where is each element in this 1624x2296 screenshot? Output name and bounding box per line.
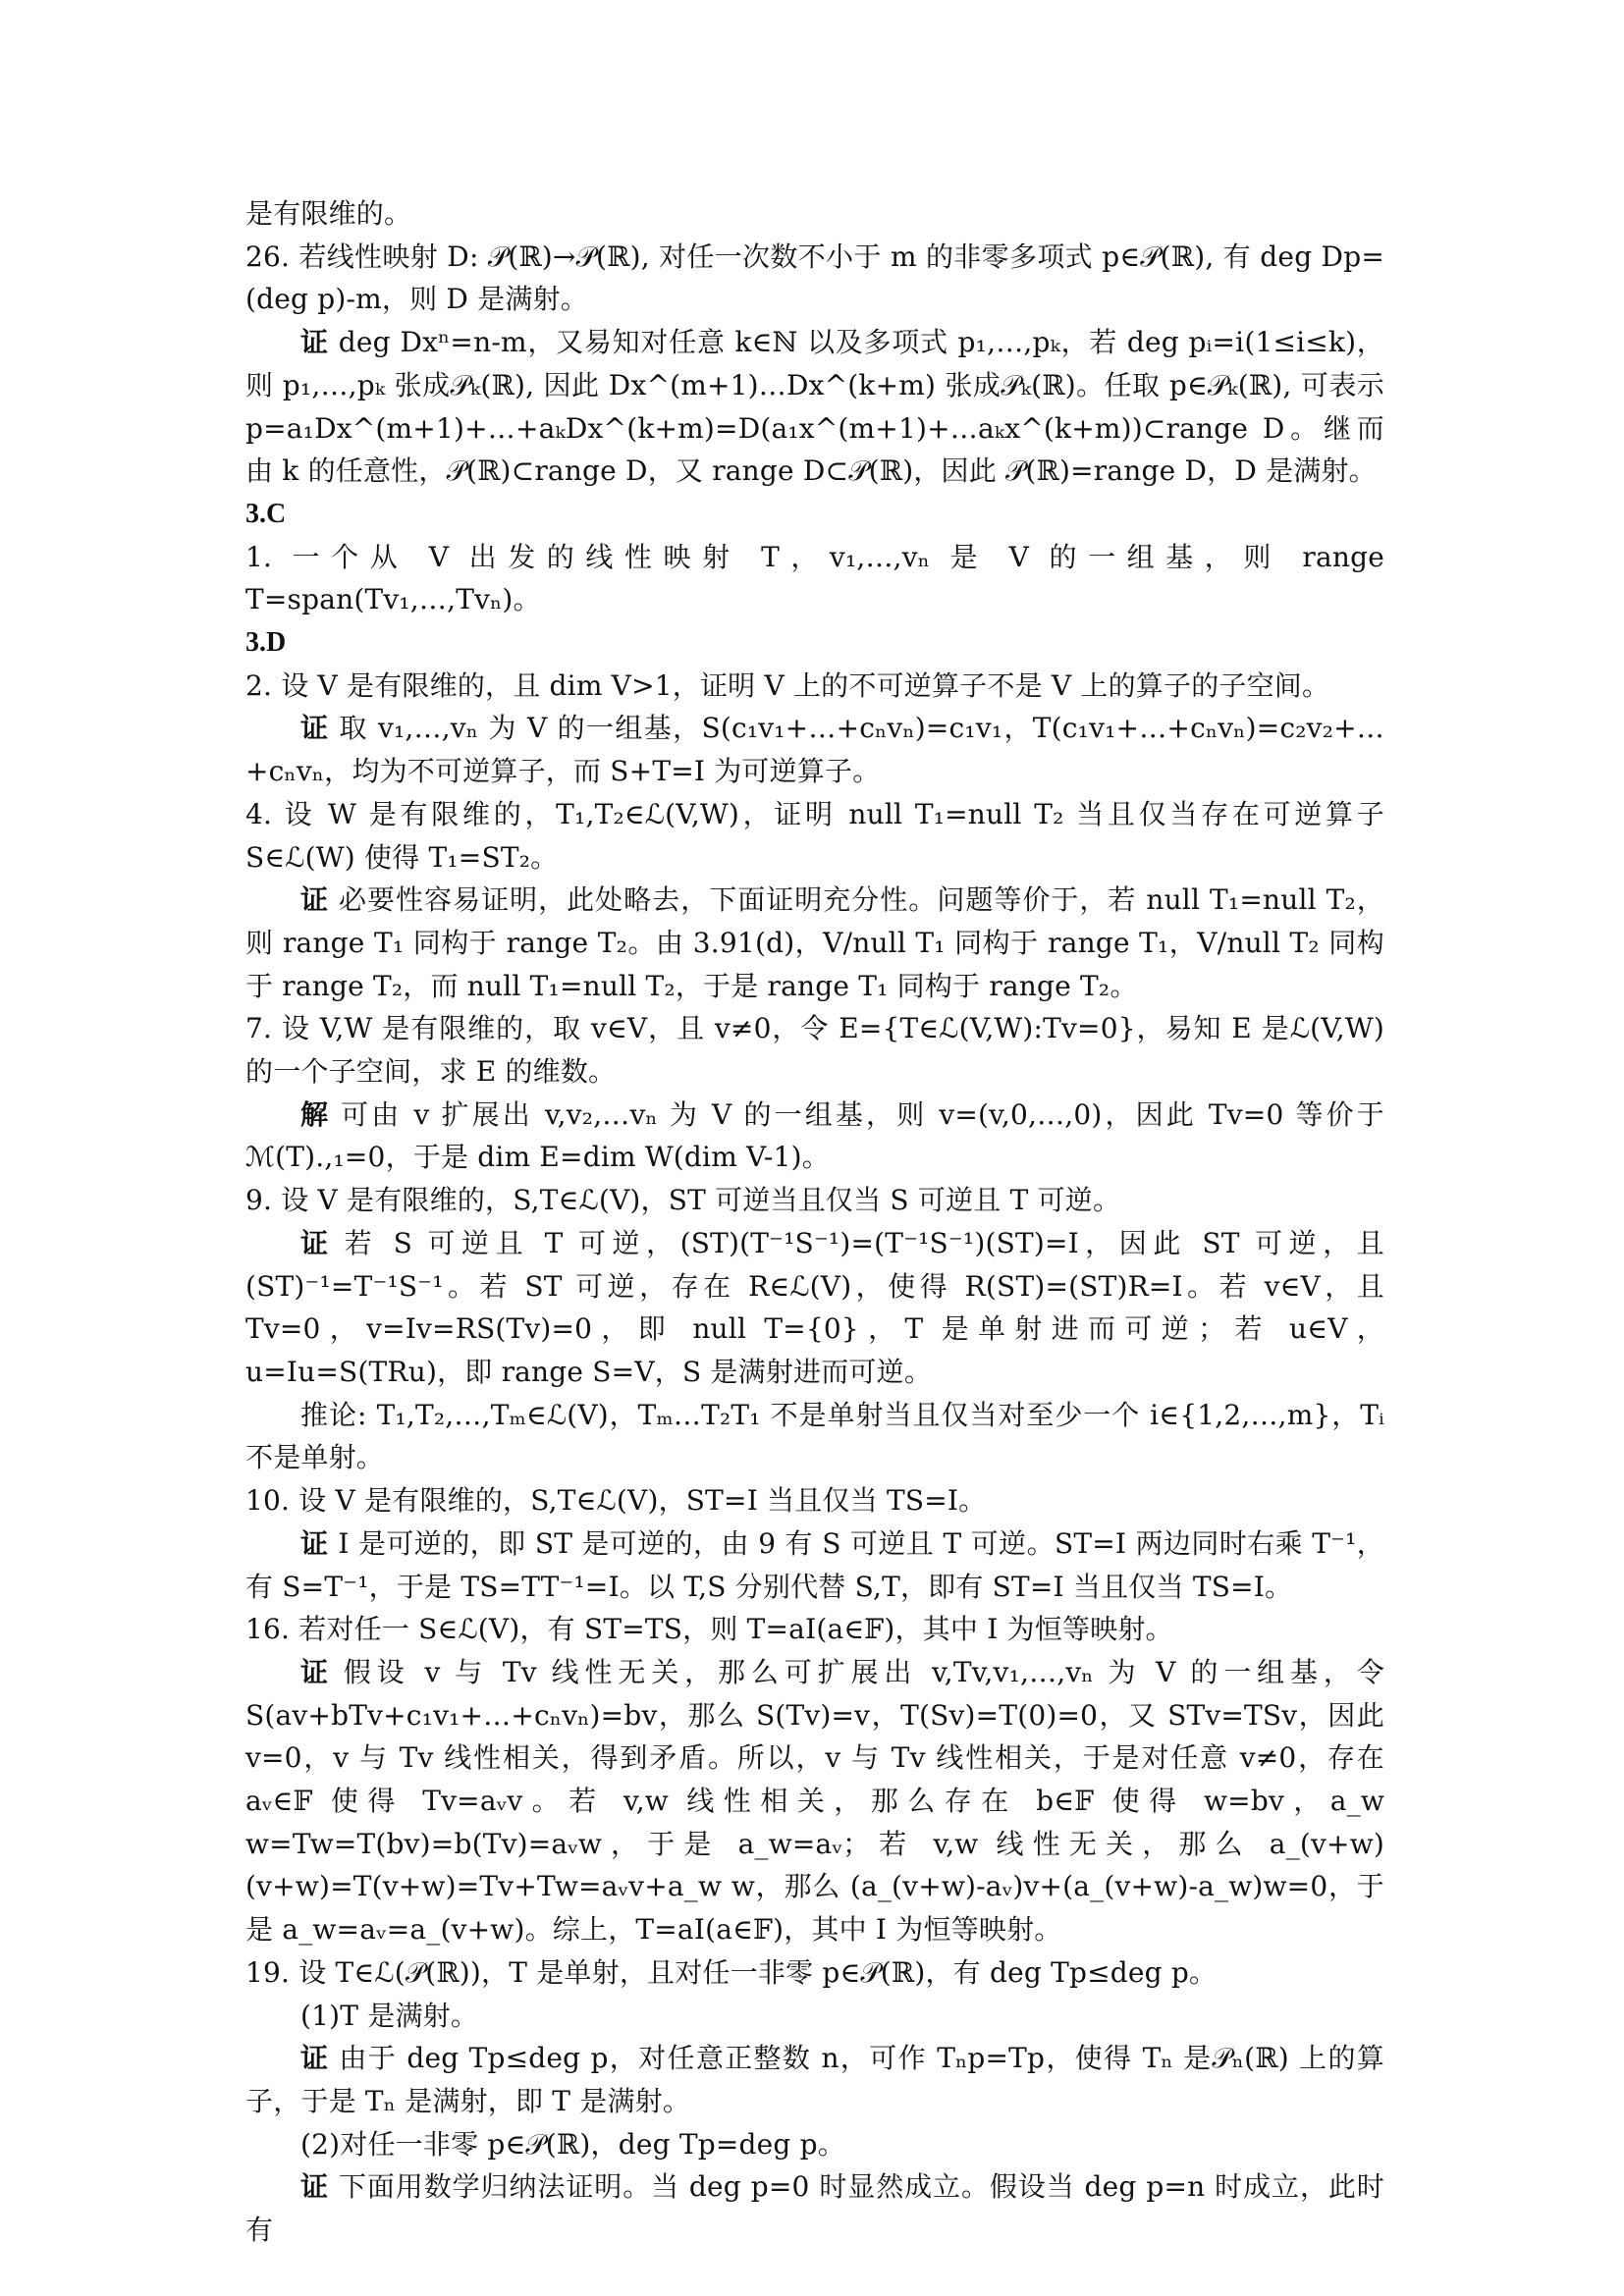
proof-keyword: 证: [300, 712, 330, 745]
document-body: [245, 192, 1384, 2252]
section-heading: 3.C: [245, 498, 287, 529]
statement-paragraph: 16. 若对任一 S∈ℒ(V)，有 ST=TS，则 T=aI(a∈𝔽)，其中 I 为恒等映射。: [245, 1613, 1173, 1646]
statement-paragraph: 26. 若线性映射 D: 𝒫(ℝ)→𝒫(ℝ), 对任一次数不小于 m 的非零多项式 p∈𝒫(ℝ), 有 deg Dp=(deg p)-m，则 D 是满射。: [245, 240, 1384, 316]
statement-paragraph: 7. 设 V,W 是有限维的，取 v∈V，且 v≠0，令 E={T∈ℒ(V,W):Tv=0}，易知 E 是ℒ(V,W) 的一个子空间，求 E 的维数。: [245, 1012, 1384, 1089]
proof-paragraph: [245, 879, 1384, 1007]
proof-paragraph: [245, 1394, 1384, 1479]
statement-paragraph: 2. 设 V 是有限维的，且 dim V>1，证明 V 上的不可逆算子不是 V 上的算子的子空间。: [245, 668, 1330, 702]
proof-paragraph: [245, 2165, 1384, 2251]
proof-paragraph: [245, 1222, 1384, 1394]
proof-text: T₁,T₂,…,Tₘ∈ℒ(V)，Tₘ…T₂T₁ 不是单射当且仅当对至少一个 i∈{1,2,…,m}，Tᵢ 不是单射。: [245, 1398, 1384, 1474]
section-heading: 3.D: [245, 627, 287, 659]
proof-text: 可由 v 扩展出 v,v₂,…vₙ 为 V 的一组基，则 v=(v,0,…,0)，因此 Tv=0 等价于ℳ(T).,₁=0，于是 dim E=dim W(dim V-1)。: [245, 1097, 1384, 1174]
proof-text: 必要性容易证明，此处略去，下面证明充分性。问题等价于，若 null T₁=null T₂，则 range T₁ 同构于 range T₂。由 3.91(d)，V/null T₁ 同构于 range T₁，V/null T₂ 同构于 range T₂，而 null T₁=null T₂，于是 range T₁ 同构于 range T₂。: [245, 883, 1384, 1002]
proof-paragraph: [245, 2037, 1384, 2122]
statement-paragraph: (2)对任一非零 p∈𝒫(ℝ)，deg Tp=deg p。: [300, 2127, 845, 2161]
proof-text: 取 v₁,…,vₙ 为 V 的一组基，S(c₁v₁+…+cₙvₙ)=c₁v₁，T(c₁v₁+…+cₙvₙ)=c₂v₂+…+cₙvₙ，均为不可逆算子，而 S+T=I 为可逆算子。: [245, 712, 1384, 788]
proof-keyword: 解: [300, 1097, 332, 1131]
proof-keyword: 证: [300, 1655, 334, 1688]
proof-text: 下面用数学归纳法证明。当 deg p=0 时显然成立。假设当 deg p=n 时成立，此时有: [245, 2170, 1385, 2247]
proof-text: 由于 deg Tp≤deg p，对任意正整数 n，可作 Tₙp=Tp，使得 Tₙ 是𝒫ₙ(ℝ) 上的算子，于是 Tₙ 是满射，即 T 是满射。: [245, 2042, 1384, 2117]
statement-paragraph: (1)T 是满射。: [300, 1999, 479, 2032]
proof-text: I 是可逆的，即 ST 是可逆的，由 9 有 S 可逆且 T 可逆。ST=I 两边同时右乘 T⁻¹，有 S=T⁻¹，于是 TS=TT⁻¹=I。以 T,S 分别代替 S,T，即有 ST=I 当且仅当 TS=I。: [245, 1526, 1384, 1603]
statement-paragraph: 1. 一个从 V 出发的线性映射 T，v₁,…,vₙ 是 V 的一组基，则 range T=span(Tv₁,…,Tvₙ)。: [245, 540, 1384, 616]
proof-text: deg Dxⁿ=n-m，又易知对任意 k∈ℕ 以及多项式 p₁,…,pₖ，若 deg pᵢ=i(1≤i≤k)，则 p₁,…,pₖ 张成𝒫ₖ(ℝ), 因此 Dx^(m+1)…Dx^(k+m) 张成𝒫ₖ(ℝ)。任取 p∈𝒫ₖ(ℝ), 可表示 p=a₁Dx^(m+1)+…+aₖDx^(k+m)=D(a₁x^(m+1)+…aₖx^(k+m))⊂range D。继而由 k 的任意性，𝒫(ℝ)⊂range D，又 range D⊂𝒫(ℝ)，因此 𝒫(ℝ)=range D，D 是满射。: [245, 326, 1384, 488]
proof-keyword: 证: [300, 1526, 329, 1560]
proof-paragraph: [245, 707, 1384, 792]
proof-paragraph: [245, 1651, 1384, 1951]
proof-keyword: 证: [300, 2042, 330, 2075]
statement-paragraph: 是有限维的。: [245, 197, 412, 230]
proof-keyword: 证: [300, 2170, 329, 2204]
proof-paragraph: [245, 1094, 1384, 1179]
proof-text: 若 S 可逆且 T 可逆，(ST)(T⁻¹S⁻¹)=(T⁻¹S⁻¹)(ST)=I，因此 ST 可逆，且(ST)⁻¹=T⁻¹S⁻¹。若 ST 可逆，存在 R∈ℒ(V)，使得 R(ST)=(ST)R=I。若 v∈V，且 Tv=0，v=Iv=RS(Tv)=0，即 null T={0}，T 是单射进而可逆；若 u∈V，u=Iu=S(TRu)，即 range S=V，S 是满射进而可逆。: [245, 1226, 1385, 1388]
statement-paragraph: 4. 设 W 是有限维的，T₁,T₂∈ℒ(V,W)，证明 null T₁=null T₂ 当且仅当存在可逆算子 S∈ℒ(W) 使得 T₁=ST₂。: [245, 797, 1384, 874]
statement-paragraph: 9. 设 V 是有限维的，S,T∈ℒ(V)，ST 可逆当且仅当 S 可逆且 T 可逆。: [245, 1184, 1121, 1217]
proof-text: 假设 v 与 Tv 线性无关，那么可扩展出 v,Tv,v₁,…,vₙ 为 V 的一组基，令 S(av+bTv+c₁v₁+…+cₙvₙ)=bv，那么 S(Tv)=v，T(Sv)=T(0)=0，又 STv=TSv，因此 v=0，v 与 Tv 线性相关，得到矛盾。所以，v 与 Tv 线性相关，于是对任意 v≠0，存在 aᵥ∈𝔽 使得 Tv=aᵥv。若 v,w 线性相关，那么存在 b∈𝔽 使得 w=bv，a_w w=Tw=T(bv)=b(Tv)=aᵥw，于是 a_w=aᵥ；若 v,w 线性无关，那么 a_(v+w)(v+w)=T(v+w)=Tv+Tw=aᵥv+a_w w，那么 (a_(v+w)-aᵥ)v+(a_(v+w)-a_w)w=0，于是 a_w=aᵥ=a_(v+w)。综上，T=aI(a∈𝔽)，其中 I 为恒等映射。: [245, 1655, 1385, 1947]
statement-paragraph: 10. 设 V 是有限维的，S,T∈ℒ(V)，ST=I 当且仅当 TS=I。: [245, 1484, 987, 1518]
statement-paragraph: 19. 设 T∈ℒ(𝒫(ℝ))，T 是单射，且对任一非零 p∈𝒫(ℝ)，有 deg Tp≤deg p。: [245, 1955, 1218, 1989]
proof-keyword: 推论:: [300, 1398, 367, 1431]
proof-paragraph: [245, 321, 1384, 493]
proof-keyword: 证: [300, 1226, 335, 1259]
proof-paragraph: [245, 1522, 1384, 1608]
proof-keyword: 证: [300, 326, 329, 359]
proof-keyword: 证: [300, 883, 330, 917]
